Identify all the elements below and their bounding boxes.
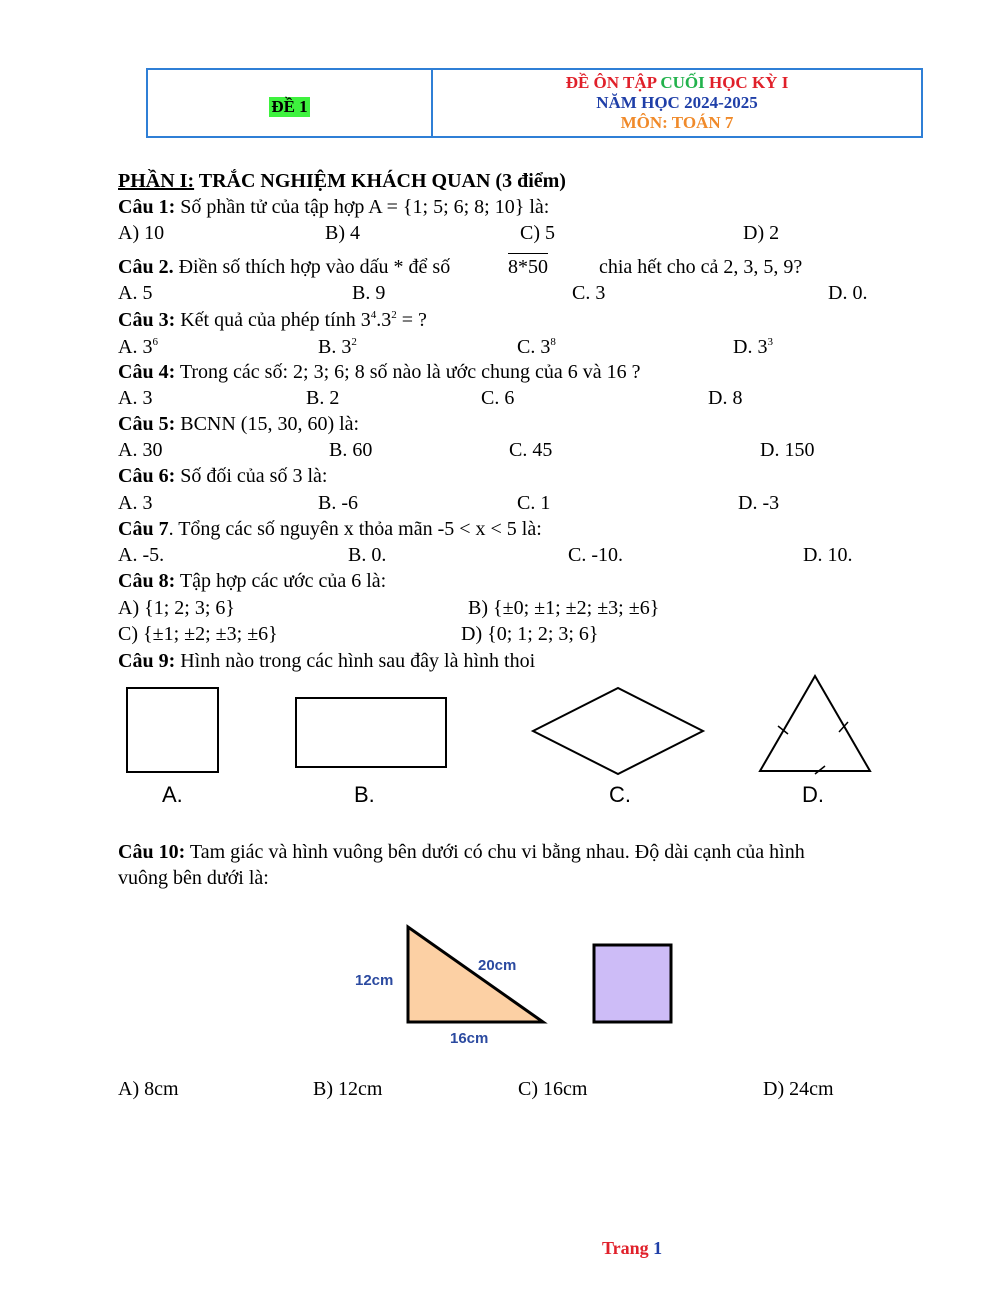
question-label: Câu 10: <box>118 841 186 863</box>
q4-option-d: D. 8 <box>708 387 743 409</box>
question-label: Câu 6: <box>118 465 176 487</box>
question-text: BCNN (15, 30, 60) là: <box>175 413 360 435</box>
q7-option-d: D. 10. <box>803 544 853 566</box>
q6-option-a: A. 3 <box>118 492 153 514</box>
exam-code-cell <box>148 70 433 136</box>
question-3 <box>118 308 427 332</box>
question-label: Câu 7 <box>118 518 169 540</box>
option-base: A. 3 <box>118 336 153 358</box>
figure-label-d: D. <box>802 782 824 807</box>
q3-text-after: = ? <box>396 309 427 331</box>
question-label: Câu 3: <box>118 309 176 331</box>
q3-option-a <box>118 335 158 359</box>
q8-option-b: B) {±0; ±1; ±2; ±3; ±6} <box>468 597 660 619</box>
exam-title-part2: CUỐI <box>660 73 705 92</box>
page-label: Trang <box>602 1238 654 1258</box>
q3-option-d <box>733 335 773 359</box>
q3-text-mid: .3 <box>376 309 392 331</box>
q5-option-c: C. 45 <box>509 439 553 461</box>
q2-option-d: D. 0. <box>828 282 868 304</box>
option-exp: 2 <box>351 336 357 348</box>
q3-text-before: Kết quả của phép tính 3 <box>175 309 371 331</box>
option-exp: 8 <box>550 336 556 348</box>
q4-option-c: C. 6 <box>481 387 515 409</box>
q5-option-a: A. 30 <box>118 439 163 461</box>
page-footer <box>602 1238 662 1259</box>
q4-option-a: A. 3 <box>118 387 153 409</box>
question-text: Tập hợp các ước của 6 là: <box>175 570 387 592</box>
figure-label-b: B. <box>354 782 375 807</box>
section-heading <box>118 169 566 193</box>
question-10 <box>118 840 805 864</box>
question-label: Câu 4: <box>118 361 176 383</box>
exam-code: ĐỀ 1 <box>271 97 308 116</box>
rectangle-shape <box>296 698 446 767</box>
question-2 <box>118 255 450 279</box>
question-label: Câu 9: <box>118 650 176 672</box>
q8-option-d: D) {0; 1; 2; 3; 6} <box>461 623 599 645</box>
q2-option-b: B. 9 <box>352 282 386 304</box>
section-title: TRẮC NGHIỆM KHÁCH QUAN (3 điểm) <box>194 170 566 192</box>
side-label-12cm: 12cm <box>355 972 394 989</box>
q9-shapes-figure <box>0 670 1000 815</box>
square-shape <box>127 688 218 772</box>
q4-option-b: B. 2 <box>306 387 340 409</box>
side-label-16cm: 16cm <box>450 1030 489 1047</box>
q2-text-after: chia hết cho cả 2, 3, 5, 9? <box>599 256 803 278</box>
side-label-20cm: 20cm <box>478 957 517 974</box>
question-1 <box>118 195 549 219</box>
triangle-shape <box>760 676 870 771</box>
q1-option-d: D) 2 <box>743 222 780 244</box>
question-6 <box>118 464 327 488</box>
q7-option-c: C. -10. <box>568 544 623 566</box>
q2-option-c: C. 3 <box>572 282 606 304</box>
q10-option-d: D) 24cm <box>763 1078 834 1100</box>
q3-option-b <box>318 335 357 359</box>
exam-title <box>566 73 789 93</box>
option-exp: 6 <box>152 336 158 348</box>
q5-option-d: D. 150 <box>760 439 815 461</box>
purple-square-shape <box>594 945 671 1022</box>
exam-title-cell <box>433 70 921 136</box>
question-text: Hình nào trong các hình sau đây là hình thoi <box>175 650 536 672</box>
question-text-line2: vuông bên dưới là: <box>118 867 269 889</box>
question-text: . Tổng các số nguyên x thỏa mãn -5 < x < 5 là: <box>168 518 542 540</box>
exam-header-box <box>146 68 923 138</box>
question-text: Số phần tử của tập hợp A = {1; 5; 6; 8; 10} là: <box>175 196 550 218</box>
question-text: Trong các số: 2; 3; 6; 8 số nào là ước chung của 6 và 16 ? <box>175 361 641 383</box>
question-label: Câu 5: <box>118 413 176 435</box>
question-text-line1: Tam giác và hình vuông bên dưới có chu vi bằng nhau. Độ dài cạnh của hình <box>185 841 805 863</box>
question-text: Điền số thích hợp vào dấu * để số <box>173 256 451 278</box>
q6-option-d: D. -3 <box>738 492 780 514</box>
q3-exp1: 4 <box>370 309 377 321</box>
question-label: Câu 8: <box>118 570 176 592</box>
exam-title-part3: HỌC KỲ I <box>704 73 789 92</box>
option-exp: 3 <box>767 336 773 348</box>
rhombus-shape <box>533 688 703 774</box>
exam-title-part1: ĐỀ ÔN TẬP <box>565 73 661 92</box>
q1-option-b: B) 4 <box>325 222 360 244</box>
question-8 <box>118 569 386 593</box>
question-text: Số đối của số 3 là: <box>175 465 328 487</box>
school-year: NĂM HỌC 2024-2025 <box>596 93 758 112</box>
right-triangle-shape <box>408 927 543 1022</box>
option-base: B. 3 <box>318 336 352 358</box>
figure-label-a: A. <box>162 782 183 807</box>
q5-option-b: B. 60 <box>329 439 373 461</box>
option-base: D. 3 <box>733 336 768 358</box>
q6-option-c: C. 1 <box>517 492 551 514</box>
page-number: 1 <box>653 1238 663 1258</box>
q7-option-b: B. 0. <box>348 544 387 566</box>
question-5 <box>118 412 359 436</box>
q8-option-c: C) {±1; ±2; ±3; ±6} <box>118 623 278 645</box>
q10-option-a: A) 8cm <box>118 1078 179 1100</box>
q6-option-b: B. -6 <box>318 492 358 514</box>
q1-option-a: A) 10 <box>118 222 165 244</box>
question-label: Câu 2. <box>118 256 174 278</box>
q1-option-c: C) 5 <box>520 222 555 244</box>
q10-option-c: C) 16cm <box>518 1078 588 1100</box>
question-label: Câu 1: <box>118 196 176 218</box>
figure-label-c: C. <box>609 782 631 807</box>
q3-exp2: 2 <box>391 309 397 321</box>
q2-overlined-number: 8*50 <box>508 253 548 279</box>
q10-option-b: B) 12cm <box>313 1078 383 1100</box>
q3-option-c <box>517 335 556 359</box>
q7-option-a: A. -5. <box>118 544 165 566</box>
question-4 <box>118 360 640 384</box>
subject: MÔN: TOÁN 7 <box>620 113 734 132</box>
q2-option-a: A. 5 <box>118 282 153 304</box>
q10-figure <box>340 915 700 1055</box>
question-7 <box>118 517 542 541</box>
section-label: PHẦN I: <box>118 170 195 192</box>
option-base: C. 3 <box>517 336 551 358</box>
q8-option-a: A) {1; 2; 3; 6} <box>118 597 235 619</box>
